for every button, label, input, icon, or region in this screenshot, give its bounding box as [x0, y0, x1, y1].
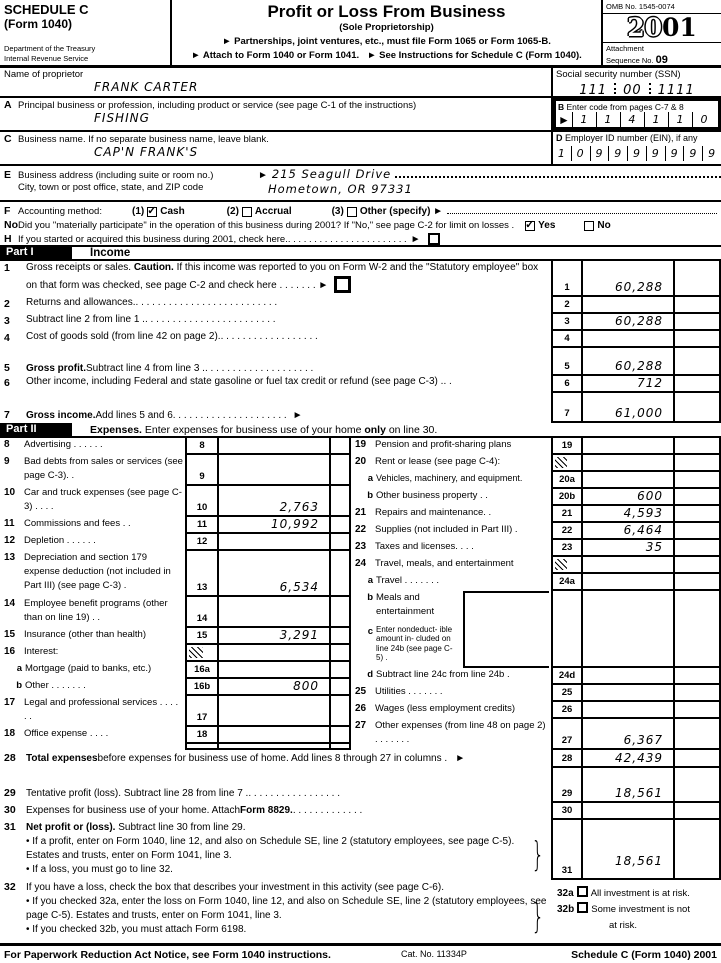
advertising-field[interactable]: [219, 438, 329, 455]
name-label: Name of proprietor: [4, 69, 84, 80]
meals-subtract-field[interactable]: [583, 668, 673, 685]
footer-form-id: Schedule C (Form 1040) 2001: [571, 949, 717, 961]
method3-number: (3): [331, 206, 344, 217]
line29-row: 29 Tentative profit (loss). Subtract line 28 from line 7 . . . . . . . . . . . . . . . . . . 29 18,561: [0, 768, 721, 803]
line-h-dots: . . . . . . . . . . . . . . . . . . . . . . .: [287, 234, 407, 245]
line-a-number: A: [4, 99, 12, 111]
street-address-field[interactable]: 215 Seagull Drive: [271, 167, 392, 181]
other-expenses-field[interactable]: 6,367: [583, 719, 673, 750]
line-h-row: [0, 231, 721, 245]
line31-row: 31 Net profit or (loss). Subtract line 30 from line 29. • If a profit, enter on Form 1040, line 12, and also on Schedule SE, line 2 (statutory employees, see page C-5). Estates and trusts, enter on Form 1041, line 3. • If a loss, you must go to line 32. } 31 18,561: [0, 820, 721, 880]
sequence-label: Sequence No.: [606, 56, 654, 66]
other-method-checkbox[interactable]: [347, 207, 357, 217]
line-b-label: Enter code from pages C-7 & 8: [566, 102, 684, 112]
started-business-checkbox[interactable]: [428, 233, 440, 245]
line-h-label: If you started or acquired this business during 2001, check here.: [18, 234, 288, 245]
line4-label: 4 Cost of goods sold (from line 42 on page 2). . . . . . . . . . . . . . . . . . .: [4, 331, 318, 344]
line-e-row: [0, 166, 721, 202]
net-profit-field[interactable]: 18,561: [581, 820, 673, 880]
brace-glyph: }: [531, 897, 545, 937]
form-footer: [0, 943, 721, 963]
form-note-2: ► Attach to Form 1040 or Form 1041.: [191, 50, 360, 61]
car-truck-field[interactable]: 2,763: [219, 486, 329, 517]
line7-rownum: 7: [553, 393, 581, 423]
address-dotted-line[interactable]: [395, 176, 721, 178]
other-interest-field[interactable]: 800: [219, 679, 329, 696]
other-income-field[interactable]: 712: [583, 376, 673, 393]
travel-field[interactable]: [583, 574, 673, 591]
part2-title: Expenses. Enter expenses for business use of your home only on line 30.: [90, 423, 438, 436]
part1-tag: Part I: [0, 247, 72, 259]
right-arrow-icon: ►: [558, 112, 570, 127]
yes-checkbox[interactable]: [525, 221, 535, 231]
cash-label: Cash: [160, 206, 185, 217]
hatched-cell: [553, 557, 581, 574]
line3-field[interactable]: 60,288: [583, 314, 673, 331]
dept-line2: Internal Revenue Service: [4, 53, 89, 63]
catalog-number: Cat. No. 11334P: [400, 949, 467, 959]
returns-allowances-field[interactable]: [583, 297, 673, 314]
no-checkbox[interactable]: [584, 221, 594, 231]
accrual-checkbox[interactable]: [242, 207, 252, 217]
line2-label: 2 Returns and allowances. . . . . . . . . . . . . . . . . . . . . . . . . . .: [4, 297, 278, 310]
dept-line1: Department of the Treasury: [4, 44, 96, 54]
omb-number: OMB No. 1545-0074: [603, 0, 721, 14]
line32-row: 32 If you have a loss, check the box that describes your investment in this activity (see page C-6). • If you checked 32a, enter the loss on Form 1040, line 12, and also on Schedule SE, line 2 (statutory employees, see page C-5). Estates and trusts, enter on Form 1041, line 3. • If you checked 32b, you must attach Form 6198. } 32a All investment is at risk. 32b Some investment is not at risk.: [0, 880, 721, 943]
accrual-label: Accrual: [254, 206, 292, 217]
part2-tag: Part II: [0, 423, 72, 436]
form-subtitle: (Sole Proprietorship): [339, 22, 434, 33]
line1-label: 1 Gross receipts or sales. Caution. If this income was reported to you on Form W-2 and the "Statutory employee" box on that form was checked, see page C-2 and check here . . . . . . . ►: [4, 262, 539, 291]
some-investment-checkbox[interactable]: [577, 902, 588, 913]
repairs-field[interactable]: 4,593: [583, 506, 673, 523]
form-note-3: ► See Instructions for Schedule C (Form 1040).: [367, 50, 582, 61]
hatched-cell: [553, 455, 581, 472]
part1-title: Income: [90, 247, 131, 259]
line-a-label: Principal business or profession, including product or service (see page C-1 of the instructions): [18, 100, 417, 111]
tax-year: 2001: [603, 14, 721, 43]
gross-income-field[interactable]: 61,000: [583, 393, 673, 423]
form-title: Profit or Loss From Business: [267, 2, 506, 21]
line7-label: 7 Gross income. Add lines 5 and 6 . . . . . . . . . . . . . . . . . . . . . ►: [4, 409, 303, 421]
line-g-row: [0, 217, 721, 231]
part1-table: [0, 261, 721, 423]
line5-label: 5 Gross profit. Subtract line 4 from line 3 . . . . . . . . . . . . . . . . . . . . .: [4, 362, 314, 374]
business-name-field[interactable]: CAP'N FRANK'S: [94, 145, 199, 159]
form-note-1: ► Partnerships, joint ventures, etc., must file Form 1065 or Form 1065-B.: [222, 36, 551, 47]
sequence-number: 09: [655, 54, 668, 67]
right-arrow-icon: ►: [292, 410, 303, 421]
total-expenses-field[interactable]: 42,439: [581, 750, 673, 768]
bad-debts-field[interactable]: [219, 455, 329, 486]
method2-number: (2): [226, 206, 239, 217]
business-code-box: [553, 98, 721, 130]
right-arrow-icon: ►: [455, 753, 466, 764]
ssn-label: Social security number (SSN): [556, 69, 681, 80]
hatched-cell: [187, 645, 217, 662]
line-e-label2: City, town or post office, state, and ZIP code: [18, 182, 204, 193]
method1-number: (1): [131, 206, 145, 217]
depreciation-field[interactable]: 6,534: [219, 551, 329, 597]
depletion-field[interactable]: [219, 534, 329, 551]
rent-row-field[interactable]: [583, 455, 673, 472]
line-c-d-row: [0, 132, 721, 166]
line-h-number: H: [4, 233, 12, 245]
ein-field[interactable]: 1 0 9 9 9 9 9 9 9: [553, 146, 721, 161]
proprietor-name-field[interactable]: FRANK CARTER: [94, 80, 199, 94]
all-investment-checkbox[interactable]: [577, 886, 588, 897]
tentative-profit-field[interactable]: 18,561: [581, 768, 673, 803]
line28-row: 28 Total expenses before expenses for business use of home. Add lines 8 through 27 in columns . ► 28 42,439: [0, 750, 721, 768]
pension-field[interactable]: [583, 438, 673, 455]
cogs-field[interactable]: [583, 331, 673, 348]
right-arrow-icon: ►: [410, 234, 421, 245]
form-number: (Form 1040): [4, 17, 73, 31]
no-label: No: [597, 220, 611, 231]
paperwork-notice: For Paperwork Reduction Act Notice, see Form 1040 instructions.: [4, 949, 331, 961]
line-f-row: [0, 202, 721, 217]
city-state-zip-field[interactable]: Hometown, OR 97331: [268, 182, 413, 196]
home-expenses-field[interactable]: [581, 803, 673, 820]
line-d-label: Employer ID number (EIN), if any: [565, 133, 698, 143]
line30-row: 30 Expenses for business use of your home. Attach Form 8829. . . . . . . . . . . . . . 30: [0, 803, 721, 820]
gross-receipts-field[interactable]: 60,288: [583, 261, 673, 297]
line-a-b-row: [0, 98, 721, 132]
principal-business-field[interactable]: FISHING: [94, 111, 150, 125]
meals-merged-cell: [583, 591, 673, 668]
vehicles-rent-field[interactable]: [583, 472, 673, 489]
line-c-number: C: [4, 133, 12, 145]
line-b-number: B: [558, 102, 565, 112]
line6-label: 6 Other income, including Federal and state gasoline or fuel tax credit or refund (see page C-3) . . .: [4, 376, 452, 389]
ssn-field[interactable]: 111 00 1111: [579, 83, 695, 98]
interest-row-field[interactable]: [219, 645, 329, 662]
insurance-field[interactable]: 3,291: [219, 628, 329, 645]
line2-rownum: 2: [553, 297, 581, 314]
line-c-label: Business name. If no separate business name, leave blank.: [18, 134, 269, 145]
right-arrow-icon: ►: [258, 170, 268, 181]
line3-label: 3 Subtract line 2 from line 1 . . . . . . . . . . . . . . . . . . . . . . . . .: [4, 314, 276, 327]
line-e-label1: Business address (including suite or room no.): [18, 170, 214, 181]
material-participation-question: Did you "materially participate" in the operation of this business during 2001? If "No," see page C-2 for limit on losses .: [18, 220, 515, 231]
nondeductible-inner-box: [463, 625, 549, 668]
taxes-licenses-field[interactable]: 35: [583, 540, 673, 557]
supplies-field[interactable]: 6,464: [583, 523, 673, 540]
other-property-field[interactable]: 600: [583, 489, 673, 506]
schedule-label: SCHEDULE C: [4, 2, 89, 17]
line-g-number: No: [4, 219, 18, 231]
statutory-employee-checkbox[interactable]: [334, 276, 351, 293]
utilities-field[interactable]: [583, 685, 673, 702]
cash-checkbox[interactable]: [147, 207, 157, 217]
mortgage-interest-field[interactable]: [219, 662, 329, 679]
line3-rownum: 3: [553, 314, 581, 331]
legal-professional-field[interactable]: [219, 696, 329, 727]
proprietor-row: [0, 68, 721, 98]
part2-bar: [0, 423, 721, 438]
wages-field[interactable]: [583, 702, 673, 719]
form-header: [0, 0, 721, 68]
other-method-label: Other (specify) ►: [359, 206, 444, 217]
travel-row-field[interactable]: [583, 557, 673, 574]
other-specify-line[interactable]: [447, 213, 717, 214]
gross-profit-field[interactable]: 60,288: [583, 348, 673, 376]
line-f-number: F: [4, 205, 11, 217]
attachment-label: Attachment: [606, 43, 644, 53]
commissions-field[interactable]: 10,992: [219, 517, 329, 534]
line-d-number: D: [556, 133, 563, 143]
line4-rownum: 4: [553, 331, 581, 348]
office-expense-field[interactable]: [219, 727, 329, 744]
meals-inner-box: [463, 591, 549, 625]
yes-label: Yes: [538, 220, 556, 231]
part1-bar: [0, 245, 721, 261]
brace-glyph: }: [531, 835, 545, 875]
line-e-number: E: [4, 169, 12, 181]
part2-table: 8 Advertising . . . . . . 9 Bad debts from sales or services (see page C-3). . 10 Car and truck expenses (see page C-3) . . . . 11 Commissions and fees . . 12 Depletion . . . . . . 13 Depreciation and section 179 expense deduction (not included in Part III) (see page C-3) . 14 Employee benefit programs (other than on line 19) . . 15 Insurance (other than health) 16 Interest: a Mortgage (paid to banks, etc.) b Other . . . . . . . 17 Legal and professional services . . . . . . 18 Office expense . . . . 8 9 10 11 12 13 14 15 16a 16b 17 18 2,763 10,992 6,534 3,291 800 19 Pension and profit-sharing plans 20 Rent or lease (see page C-4): a Vehicles, machinery, and equipment. b Other business property . . 21 Repairs and maintenance. . 22 Supplies (not included in Part III) . 23 Taxes and licenses. . . . 24 Travel, meals, and entertainment a Travel . . . . . . . b Meals and entertainment c Enter nondeduct- ible amount in- cluded on line 24b (see page C-5) . d Subtract line 24c from line 24b . 25 Utilities . . . . . . . 26 Wages (less employment credits) 27 Other expenses (from line 48 on page 2) . . . . . . . 19 20a 20b 21 22 23 24a 24d 25 26 27 600 4,593 6,464 35 6,367: [0, 438, 721, 750]
line5-rownum: 5: [553, 348, 581, 376]
business-code-field[interactable]: ► 1 1 4 1 1 0: [558, 112, 716, 127]
employee-benefit-field[interactable]: [219, 597, 329, 628]
line1-rownum: 1: [553, 261, 581, 297]
line6-rownum: 6: [553, 376, 581, 393]
accounting-method-label: Accounting method:: [18, 206, 102, 217]
